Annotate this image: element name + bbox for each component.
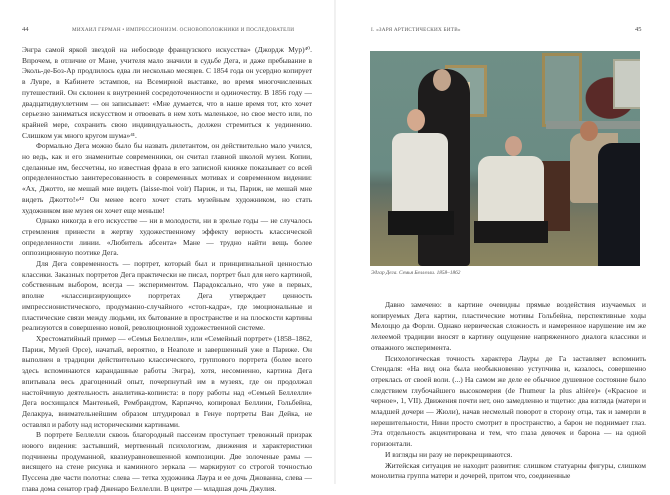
paragraph: Однако никогда в его искусстве — ни в молодости, ни в зрелые годы — не случалось стремления принести в жертву художественному эффекту верность классической определенности линии. «Любитель абсента» Мане — трудно найти вещь более оппозиционную поэтике Дега. xyxy=(22,216,312,258)
painting-illustration xyxy=(370,51,640,266)
left-page xyxy=(0,0,335,493)
running-head: МИХАИЛ ГЕРМАН • ИМПРЕССИОНИЗМ. ОСНОВОПОЛОЖНИКИ И ПОСЛЕДОВАТЕЛИ xyxy=(72,27,295,33)
figure-caption: Эдгар Дега. Семья Беллелли. 1858–1862 xyxy=(371,270,461,276)
paragraph: В портрете Беллелли сквозь благородный пассеизм проступает тревожный призрак нового видения: застывший, мертвенный психологизм, движения и характеристики подчинены продуманной, квазиуравновешенной композиции. Две золоченые рамы — висящего на стене рисунка и каминного зеркала — маркируют со строгой точностью Пуссена две части полотна: слева — тетка художника Лаура и ее дочь Джованна, слева — глава дома сенатор граф Дженаро Беллелли. В центре — младшая дочь Джулия. xyxy=(22,430,312,493)
paragraph: Формально Дега можно было бы назвать дилетантом, он действительно мало учился, но ведь, как и его знаменитые современники, он считал главной школой музеи. Копии, сделанные им, бессчетны, но известная фраза в его записной книжке показывает со всей определенностью заинтересованность в современных мотивах и современном видении: «Ах, Джотто, не мешай мне видеть (laisse-moi voir) Париж, и ты, Париж, не мешай мне видеть Джотто!»⁴² Он менее всего хочет стать музейным художником, но стать художником вне музея он хочет еще меньше! xyxy=(22,141,312,215)
body-text xyxy=(22,45,312,495)
page-number: 45 xyxy=(635,26,642,33)
running-head: I. «ЗАРЯ АРТИСТИЧЕСКИХ БИТВ» xyxy=(371,27,461,33)
painting-window xyxy=(613,59,640,109)
paragraph: Энгра самой яркой звездой на небосводе французского искусства» (Джордж Мур)⁴⁰. Впрочем, в отличие от Мане, учителя мало значили в судьбе Дега, и даже пребывание в Эколь-де-Боз-Ар продлилось едва ли несколько месяцев. С 1854 года он усердно копирует в Лувре, в Кабинете эстампов, на Всемирной выставке, во время многочисленных путешествий. Он склонен к внутренней сосредоточенности и одиночеству. В 1856 году — двадцатидвухлетним — он записывает: «Мне думается, что в наше время тот, кто хочет серьезно заниматься искусством и отвоевать в нем хоть маленькое, но свое место или, по крайней мере, сохранить свою индивидуальность, должен стремиться к уединению. Слишком уж много кругом шума»⁴¹. xyxy=(22,45,312,140)
paragraph: Хрестоматийный пример — «Семья Беллелли», или «Семейный портрет» (1858–1862, Париж, Музей Орсе), начатый, вероятно, в Неаполе и завершенный уже в Париже. Он выполнен в традиции действительно классического, группового портрета (более всего здесь вспоминаются карандашные работы Энгра), хотя, несомненно, картина Дега впитывала весь драгоценный опыт, почерпнутый им в музеях, где он продолжал настойчивую деятельность аналитика-копииста: в пору работы над «Семьей Беллелли» Дега восхищался Мантеньей, Рембрандтом, Карпаччо, копировал Беллини, Гольбейна, Делакруа, внимательнейшим образом штудировал в Генуе портреты Ван Дейка, не оставлял и работу над историческими картинами. xyxy=(22,333,312,429)
right-page xyxy=(335,0,670,484)
paragraph: Житейская ситуация не находит развития: слишком статуарны фигуры, слишком монолитна группа матери и дочерей, притом что, соединенные xyxy=(371,460,646,481)
paragraph: Для Дега современность — портрет, который был и принципиальной ценностью классики. Заказных портретов Дега практически не писал, портрет был для него картиной, собственным выбором, всегда — экспериментом. Парадоксально, что уже в первых, вполне «классицизирующих» портретах Дега утверждает ценность импрессионистического, продуманно-случайного «стоп-кадра», где эмоциональные и пластические связи между людьми, их бытование в пространстве и на плоскости картины реализуются в совершенно новой, революционной художественной системе. xyxy=(22,259,312,333)
paragraph: И взгляды ни разу не перекрещиваются. xyxy=(385,449,513,459)
body-text xyxy=(371,300,646,482)
painting-mirror xyxy=(542,53,582,127)
page-number: 44 xyxy=(22,26,29,33)
painting-armchair xyxy=(598,143,640,266)
paragraph: Давно замечено: в картине очевидны прямые воздействия изучаемых и копируемых Дега картин, пластические мотивы Гольбейна, перспективные ходы Мелоццо да Форли. Однако нервическая сложность и намеренное нарушение им же лелеемой традиции вносят в картину ощущение напряженного диалога классики и отважного эксперимента. xyxy=(371,300,646,352)
paragraph: Психологическая точность характера Лауры де Га заставляет вспомнить Стендаля: «На вид она была необыкновенно уступчива и, казалось, совершенно отреклась от своей воли. (...) На самом же деле ее обычное душевное состояние было следствием глубочайшего высокомерия (de l'humeur la plus altière)» («Красное и черное», 1, VII). Движения почти нет, оно замедленно и тщетно: два взгляда (матери и младшей дочери — Жюли), начав несмелый поворот в сторону отца, так и замерли в нерешительности, Нини просто смотрит в пространство, а барон не поднимает глаз. Эта отдельность акцентирована и тем, что глаза девочек и барона — на одной горизонтали. xyxy=(371,353,646,449)
